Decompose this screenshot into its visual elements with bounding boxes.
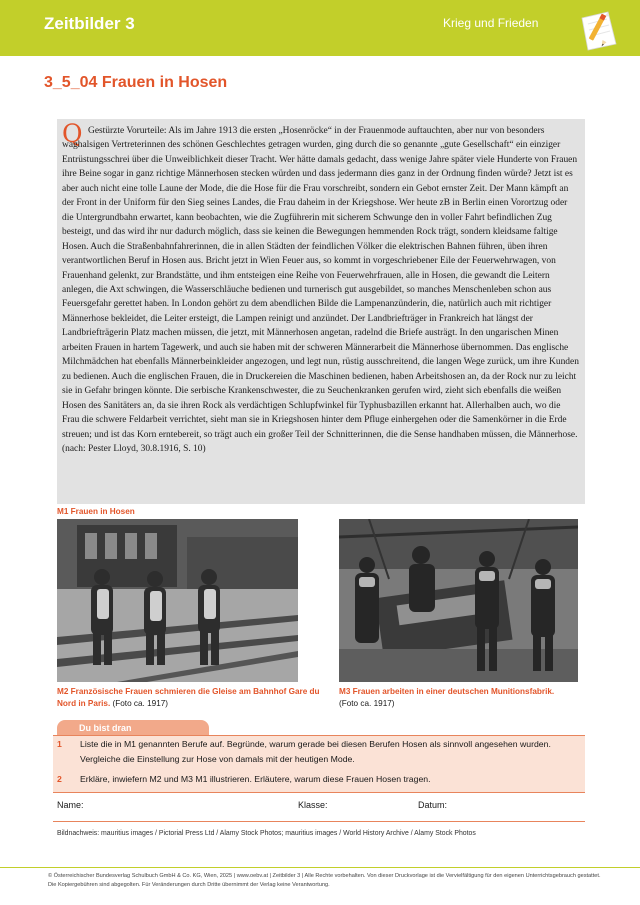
source-text <box>62 124 580 456</box>
source-body: Gestürzte Vorurteile: Als im Jahre 1913 die ersten „Hosenröcke“ in der Frauenmode auftauchten, aber nur von besonders waghalsigen Vertreterinnen des schönen Geschlechtes getragen wurden, ging durch die so genannte „gute Gesellschaft“ ein einziger Entrüstungsschrei über die Unweiblichkeit dieser Tracht. Wer hätte damals gedacht, dass wenige Jahre später viele Hunderte von Frauen ihre Beine sogar in ganz richtige Männerhosen stecken würden und dass jedermann dies ganz in der Ordnung finden würde? Jetzt ist es aber auch nicht eine tolle Laune der Mode, die die Hose für die Frau vorschreibt, sondern ein Gebot ernster Zeit. Der Mann kämpft an der Front in der Uniform für den Sieg seines Landes, die Frau daheim in der Kriegshose. Wer heute zB in Berlin einen Vorortzug oder die Untergrundbahn erwartet, kann beobachten, wie die Zugführerin mit sicherem Schwunge den in voller Fahrt befindlichen Zug besteigt, und das wird ihr nur dadurch möglich, dass sie keinen die Bewegungen hemmenden Rock trägt, sondern kleidsame faltige Hosen. Auch die Straßenbahnfahrerinnen, die in allen Städten der feindlichen Völker die elektrischen Bahnen führen, üben ihren verantwortlichen Beruf in Hosen aus. Bricht jetzt in Wien Feuer aus, so kommt in vorgeschriebener Eile der Feuerwehrwagen, von Frauenhand gelenkt, zur Brandstätte, und ihm entsteigen eine Reihe von Feuerwehrfrauen, alle in Hosen, die gewandt die Leitern anlegen, die Axt schwingen, die Wasserschläuche bedienen und turnerisch gut ausgebildet, so manches Menschenleben schon aus Feuersgefahr gerettet haben. In London gehört zu dem abendlichen Bilde die Lampenanzünderin, die, natürlich auch mit richtiger Männerhose bekleidet, die Leiter ersteigt, die Lampen reinigt und anzündet. Der Landbriefträger in Frankreich hat längst der Landbriefträgerin Platz machen müssen, die jetzt, mit Männerhosen angetan, radelnd die Briefe austrägt. In den ungarischen Minen arbeiten Frauen in hartem Tagewerk, und auch sie haben mit der schweren Männerarbeit die Männerhose übernommen. Das englische Milchmädchen hat ebenfalls Männerbeinkleider angezogen, und legt nun, rüstig ausschreitend, die langen Wege zurück, um ihre Kunden zu bedienen. Auch die englischen Frauen, die in Druckereien die Maschinen bedienen, haben Arbeitshosen an, da der Rock nur zu leicht sie in Gefahr bringen könnte. Die serbische Krankenschwester, die zu Seuchenkranken gerufen wird, zieht sich ebenfalls die weißen Hosen des Sanitäters an, da sie ihren Rock als verdächtigen Schlupfwinkel für Typhusbazillen erkannt hat. Allerhalben auch, wo die Frau die schwere Feldarbeit verrichtet, sieht man sie in Kriegshosen hinter dem Pfluge einhergehen oder die Samenkörner in die Erde streuen; und ist das Korn erntebereit, so trägt auch ein großer Teil der Schnitterinnen, die die Sense handhaben müssen, die Männerhose. <box>62 126 579 440</box>
footer-divider <box>0 867 640 868</box>
source-citation: (nach: Pester Lloyd, 30.8.1916, S. 10) <box>62 443 206 454</box>
source-text-box <box>57 119 585 504</box>
m3-label: M3 Frauen arbeiten in einer deutschen Munitionsfabrik. <box>339 687 555 696</box>
name-field-label: Name: <box>57 800 84 810</box>
m3-caption <box>339 686 584 709</box>
task-text: Erkläre, inwiefern M2 und M3 M1 illustrieren. Erläutere, warum diese Frauen Hosen tragen. <box>80 774 431 784</box>
tasks-tab <box>57 720 209 735</box>
m1-label: M1 Frauen in Hosen <box>57 507 135 516</box>
task-text: Liste die in M1 genannten Berufe auf. Begründe, warum gerade bei diesen Berufen Hosen als sinnvoll angesehen wurden. Vergleiche die Einstellung zur Hose von damals mit der heutigen Mode. <box>80 739 551 764</box>
class-field-label: Klasse: <box>298 800 328 810</box>
m2-label: M2 Französische Frauen schmieren die Gleise am Bahnhof Gare du Nord in Paris. <box>57 687 320 708</box>
m2-credit: (Foto ca. 1917) <box>110 698 169 708</box>
brand-title: Zeitbilder 3 <box>44 14 135 33</box>
topic-label: Krieg und Frieden <box>443 16 539 30</box>
tasks-tab-label: Du bist dran <box>79 723 132 733</box>
legal-notice: © Österreichischer Bundesverlag Schulbuch GmbH & Co. KG, Wien, 2025 | www.oebv.at | Zeitbilder 3 | Alle Rechte vorbehalten. Von dieser Druckvorlage ist die Vervielfältigung für den eigenen Unterrichtsgebrauch gestattet. Die Kopiergebühren sind abgegolten. Für Veränderungen durch Dritte übernimmt der Verlag keine Verantwortung. <box>48 873 601 888</box>
task-number: 1 <box>57 739 62 749</box>
image-credits: Bildnachweis: mauritius images / Pictorial Press Ltd / Alamy Stock Photos; mauritius images / World History Archive / Alamy Stock Photos <box>57 830 476 837</box>
photo-munitions-factory <box>339 519 578 682</box>
task-number: 2 <box>57 774 62 784</box>
note-pencil-icon <box>574 8 622 54</box>
date-field-label: Datum: <box>418 800 448 810</box>
source-drop-cap: Q <box>62 119 83 148</box>
m3-credit: (Foto ca. 1917) <box>339 698 395 708</box>
m2-caption <box>57 686 327 709</box>
form-divider <box>53 821 585 822</box>
photo-women-railway <box>57 519 298 682</box>
tasks-box <box>53 735 585 793</box>
page-header <box>0 0 640 56</box>
page-title: 3_5_04 Frauen in Hosen <box>44 74 228 91</box>
